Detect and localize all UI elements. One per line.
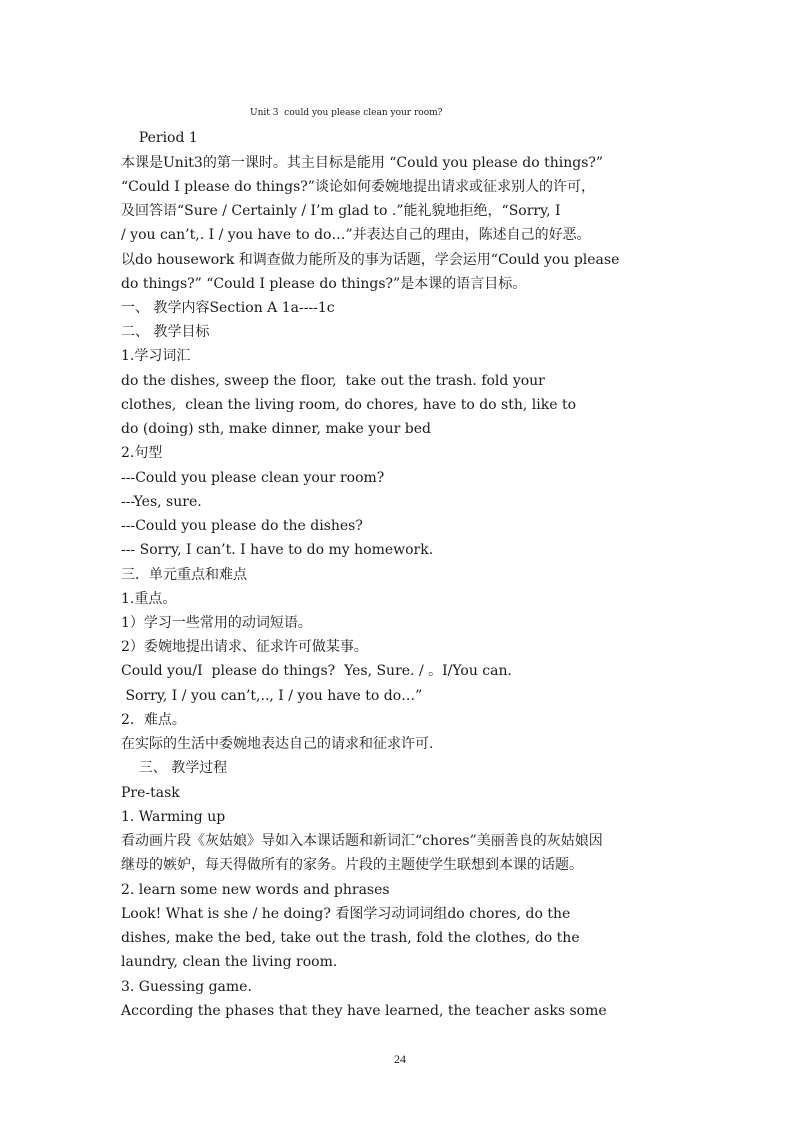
text-line: Look! What is she / he doing? 看图学习动词词组do chores, do the xyxy=(121,906,571,922)
section-heading: 三．单元重点和难点 xyxy=(121,567,247,583)
subsection-heading: 2．难点。 xyxy=(121,712,186,728)
dialogue-line: ---Yes, sure. xyxy=(121,494,202,510)
page-title: Unit 3 could you please clean your room? xyxy=(250,108,443,118)
text-line: do (doing) sth, make dinner, make your bed xyxy=(121,421,431,437)
text-line: 继母的嫉妒，每天得做所有的家务。片段的主题使学生联想到本课的话题。 xyxy=(121,857,583,873)
dialogue-line: ---Could you please clean your room? xyxy=(121,470,385,486)
text-line: “Could I please do things?”谈论如何委婉地提出请求或征求别人的许可， xyxy=(121,179,595,195)
dialogue-line: --- Sorry, I can’t. I have to do my homework. xyxy=(121,542,434,558)
section-heading: 二、 教学目标 xyxy=(121,324,210,340)
text-line: 本课是Unit3的第一课时。其主目标是能用 “Could you please do things?” xyxy=(121,155,604,171)
subsection-heading: 2. learn some new words and phrases xyxy=(121,882,390,898)
section-heading: 一、 教学内容Section A 1a----1c xyxy=(121,300,335,316)
text-line: 及回答语“Sure / Certainly / I’m glad to .”能礼貌地拒绝，“Sorry, I xyxy=(121,203,561,219)
subsection-heading: 2.句型 xyxy=(121,445,163,461)
text-line: Period 1 xyxy=(121,130,198,146)
text-line: 在实际的生活中委婉地表达自己的请求和征求许可. xyxy=(121,736,434,752)
subsection-heading: 1. Warming up xyxy=(121,809,226,825)
page-number: 24 xyxy=(394,1052,406,1066)
subsection-heading: 1.重点。 xyxy=(121,591,177,607)
text-line: clothes, clean the living room, do chores, have to do sth, like to xyxy=(121,397,576,413)
subsection-heading: 3. Guessing game. xyxy=(121,979,252,995)
text-line: Sorry, I / you can’t,.., I / you have to do…” xyxy=(121,688,423,704)
text-line: Could you/I please do things? Yes, Sure. / 。I/You can. xyxy=(121,663,512,679)
subsection-heading: 1.学习词汇 xyxy=(121,348,191,364)
subsection-heading: Pre-task xyxy=(121,785,180,801)
section-heading: 三、 教学过程 xyxy=(121,760,228,776)
text-line: dishes, make the bed, take out the trash, fold the clothes, do the xyxy=(121,930,580,946)
text-line: do the dishes, sweep the floor, take out the trash. fold your xyxy=(121,373,545,389)
dialogue-line: ---Could you please do the dishes? xyxy=(121,518,363,534)
text-line: do things?” “Could I please do things?”是本课的语言目标。 xyxy=(121,276,527,292)
text-line: 2）委婉地提出请求、征求许可做某事。 xyxy=(121,639,368,655)
text-line: 以do housework 和调查做力能所及的事为话题，学会运用“Could you please xyxy=(121,252,620,268)
text-line: 1）学习一些常用的动词短语。 xyxy=(121,615,312,631)
text-line: laundry, clean the living room. xyxy=(121,954,338,970)
text-line: / you can’t,. I / you have to do…”并表达自己的理由，陈述自己的好恶。 xyxy=(121,227,591,243)
text-line: According the phases that they have learned, the teacher asks some xyxy=(121,1003,607,1019)
text-line: 看动画片段《灰姑娘》导如入本课话题和新词汇“chores”美丽善良的灰姑娘因 xyxy=(121,833,603,849)
